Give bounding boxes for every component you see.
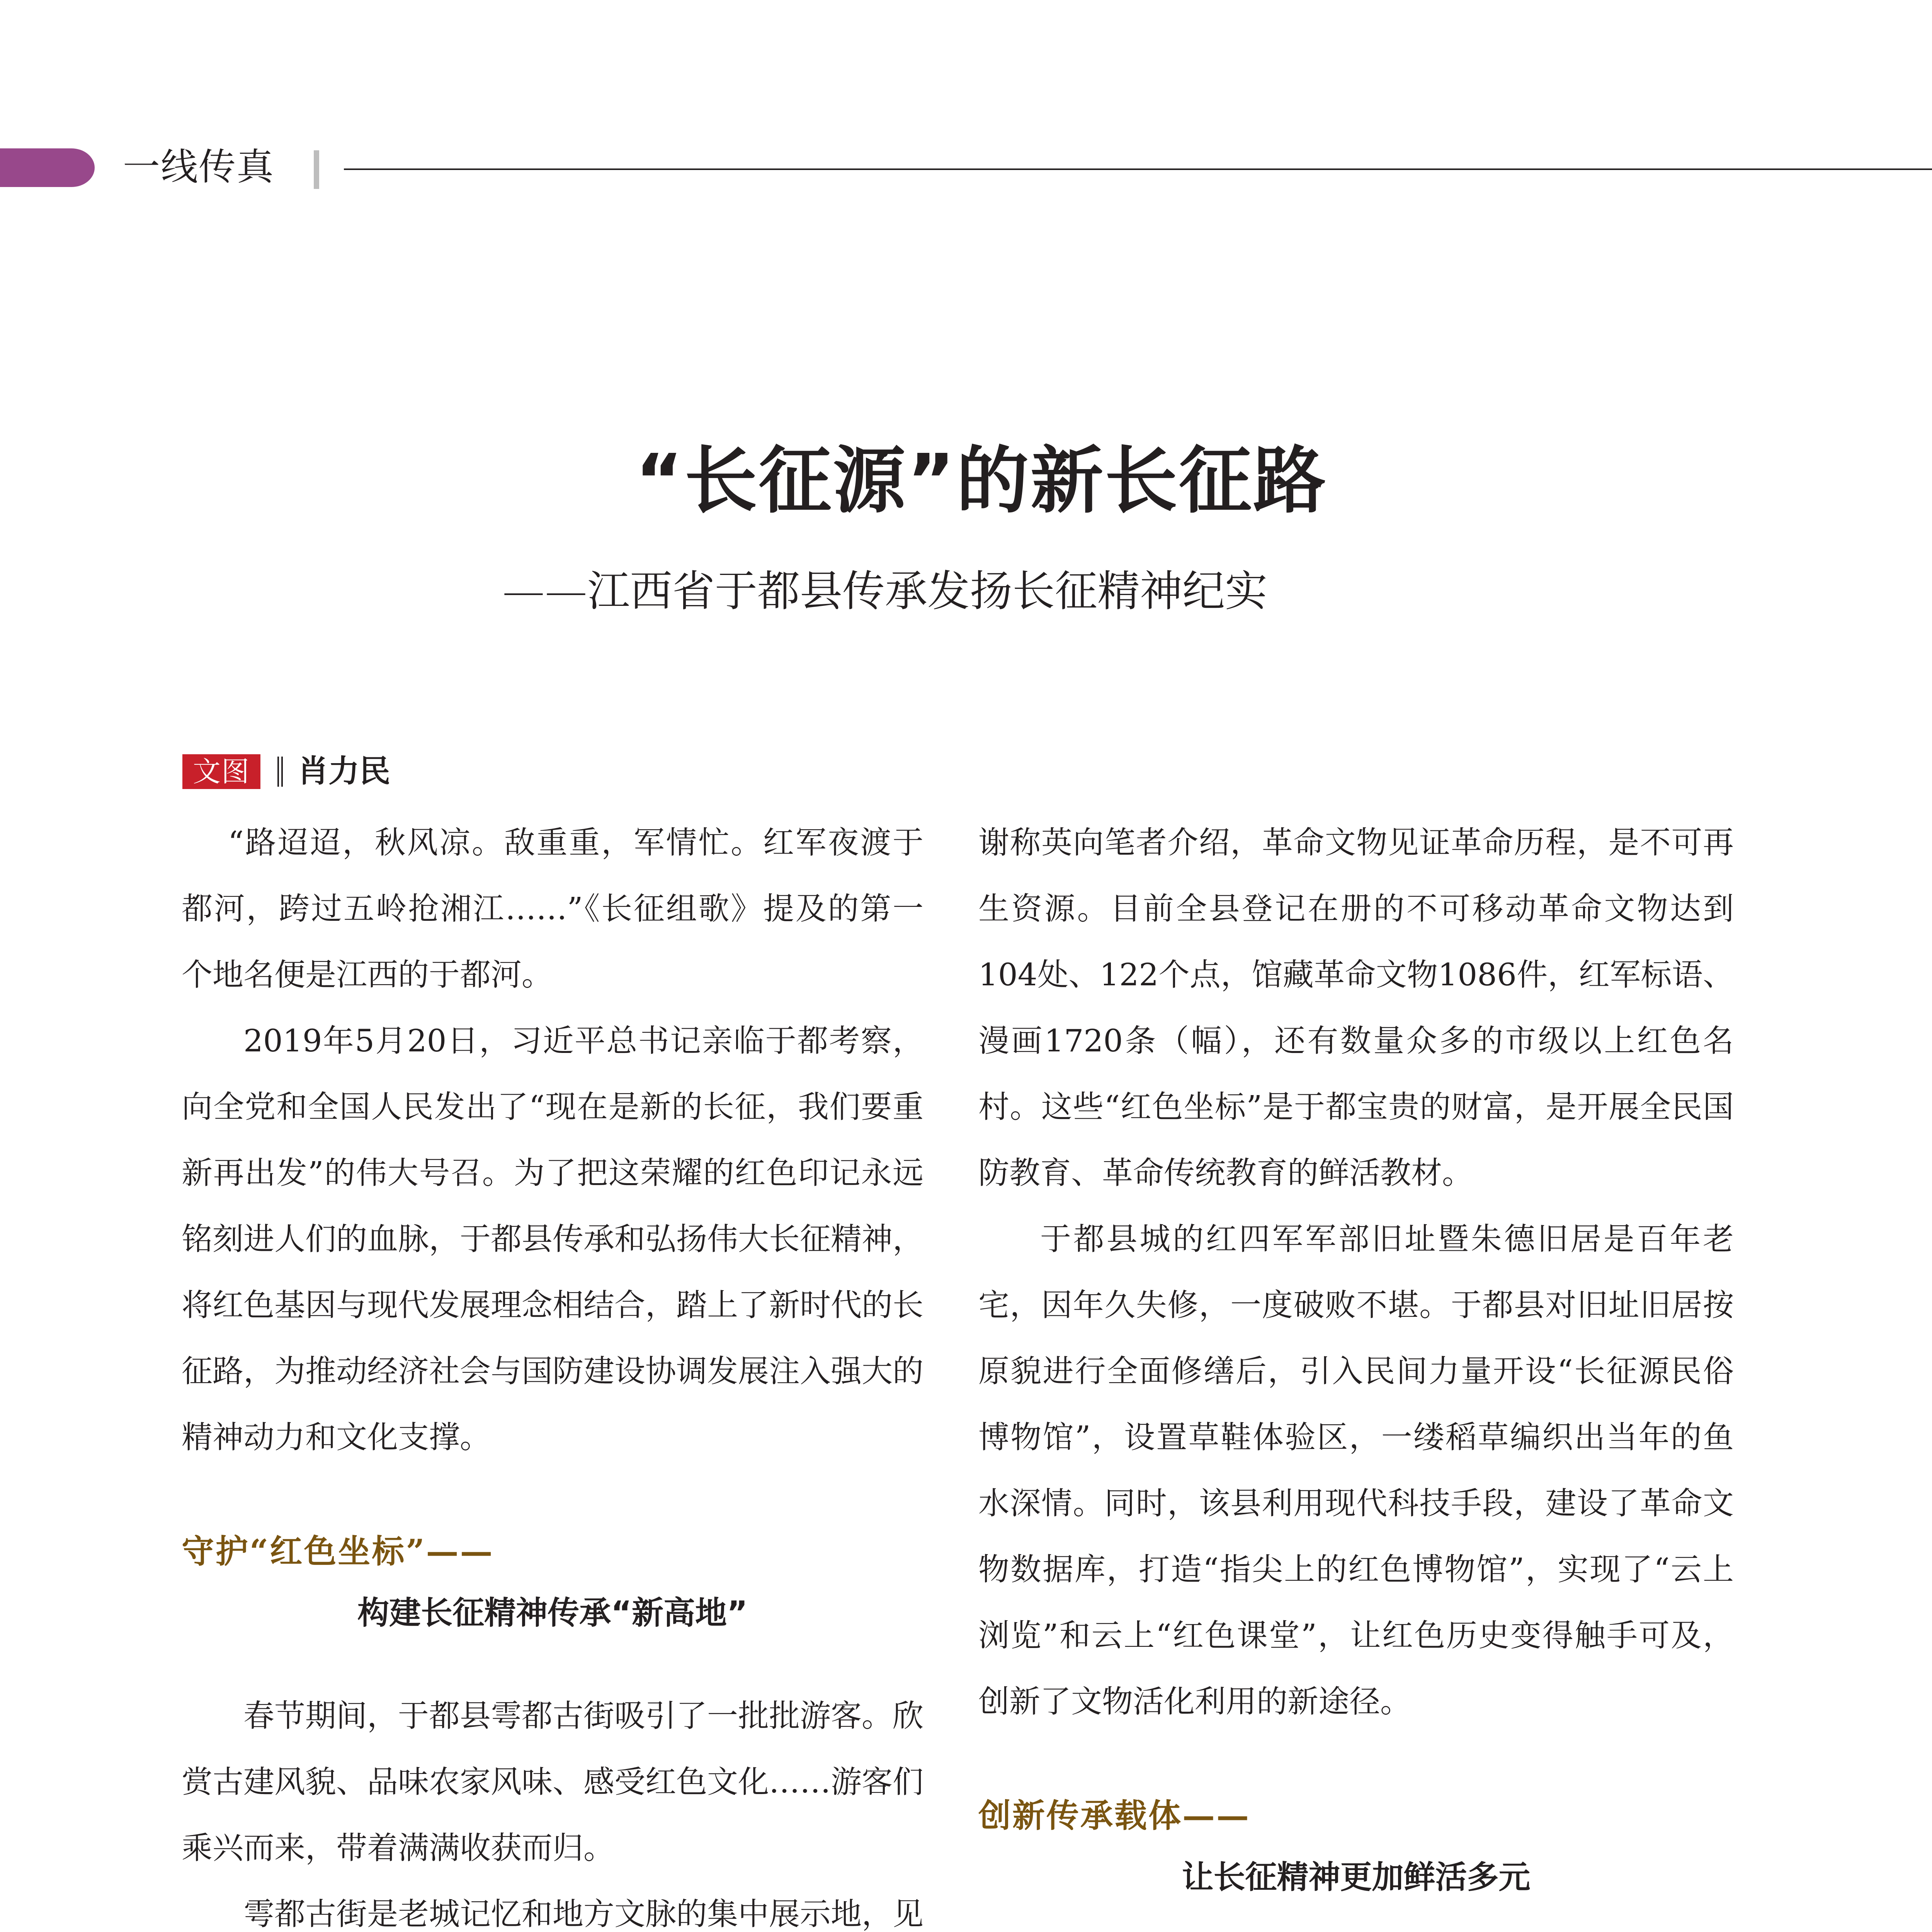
section-divider-bar: [314, 150, 319, 189]
byline-separator: [277, 757, 283, 787]
paragraph: 于都县城的红四军军部旧址暨朱德旧居是百年老宅，因年久失修，一度破败不堪。于都县对旧址旧居按原貌进行全面修缮后，引入民间力量开设“长征源民俗博物馆”，设置草鞋体验区，一缕稻草编织出当年的鱼水深情。同时，该县利用现代科技手段，建设了革命文物数据库，打造“指尖上的红色博物馆”，实现了“云上浏览”和云上“红色课堂”，让红色历史变得触手可及，创新了文物活化利用的新途径。: [978, 1221, 1734, 1719]
article-column-2: [978, 810, 1734, 1932]
article-subtitle: ——江西省于都县传承发扬长征精神纪实: [502, 566, 1267, 616]
section-title: 让长征精神更加鲜活多元: [1182, 1859, 1531, 1896]
byline-author: 肖力民: [298, 753, 390, 789]
section-heading: [978, 1793, 1734, 1901]
paragraph: 春节期间，于都县雩都古街吸引了一批批游客。欣赏古建风貌、品味农家风味、感受红色文化……游客们乘兴而来，带着满满收获而归。: [182, 1698, 923, 1866]
section-heading: [182, 1528, 923, 1636]
section-kicker: 创新传承载体——: [978, 1796, 1251, 1835]
paragraph: “路迢迢，秋风凉。敌重重，军情忙。红军夜渡于都河，跨过五岭抢湘江……”《长征组歌》提及的第一个地名便是江西的于都河。: [182, 825, 923, 993]
article-column-1: [182, 810, 923, 1932]
section-title: 构建长征精神传承“新高地”: [357, 1595, 748, 1631]
byline-tag: 文图: [182, 754, 260, 789]
paragraph: 谢称英向笔者介绍，革命文物见证革命历程，是不可再生资源。目前全县登记在册的不可移动革命文物达到104处、122个点，馆藏革命文物1086件，红军标语、漫画1720条（幅），还有数量众多的市级以上红色名村。这些“红色坐标”是于都宝贵的财富，是开展全民国防教育、革命传统教育的鲜活教材。: [978, 825, 1734, 1191]
header-rule: [344, 168, 1932, 170]
section-kicker: 守护“红色坐标”——: [182, 1532, 494, 1570]
paragraph: 雩都古街是老城记忆和地方文脉的集中展示地，见: [243, 1896, 923, 1932]
article-title: “长征源”的新长征路: [635, 439, 1328, 523]
section-accent-pill: [0, 148, 95, 187]
section-label: 一线传真: [123, 145, 274, 189]
paragraph: 2019年5月20日，习近平总书记亲临于都考察，向全党和全国人民发出了“现在是新的长征，我们要重新再出发”的伟大号召。为了把这荣耀的红色印记永远铭刻进人们的血脉，于都县传承和弘扬伟大长征精神，将红色基因与现代发展理念相结合，踏上了新时代的长征路，为推动经济社会与国防建设协调发展注入强大的精神动力和文化支撑。: [182, 1023, 923, 1455]
